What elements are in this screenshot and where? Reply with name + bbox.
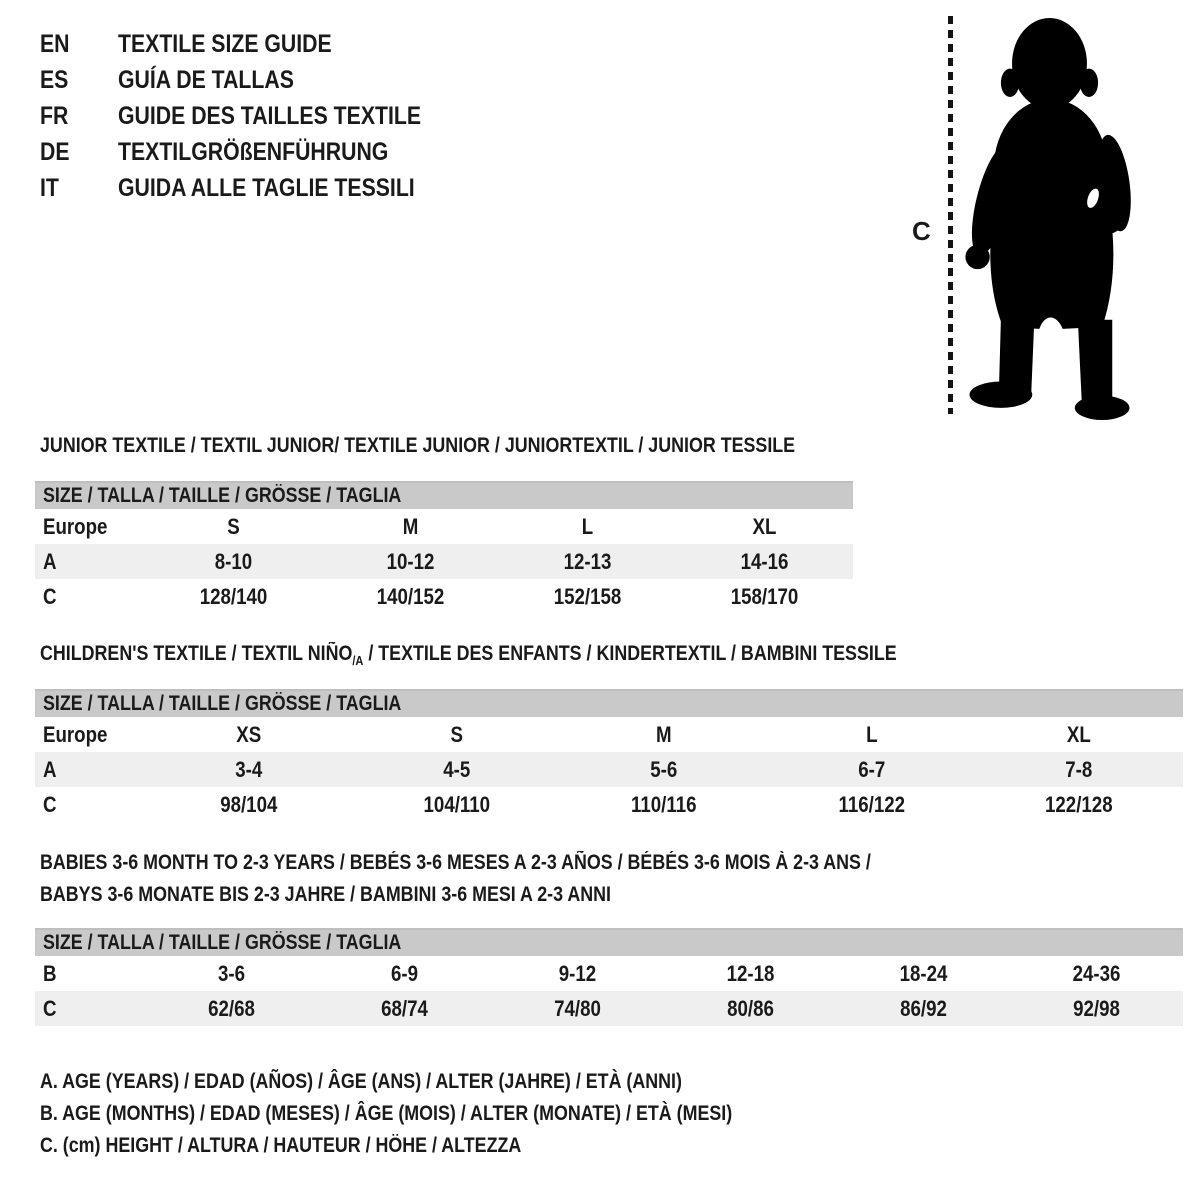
height-cell: 98/104	[220, 791, 278, 817]
size-cell: XL	[752, 513, 777, 539]
legend-text: C. (cm) HEIGHT / ALTURA / HAUTEUR / HÖHE / ALTEZZA	[40, 1134, 522, 1157]
height-cell: 74/80	[554, 995, 601, 1021]
language-title-list	[40, 26, 475, 206]
language-code: EN	[40, 29, 70, 58]
babies-section-heading-line1	[40, 851, 1018, 875]
babies-section-heading-line2	[40, 883, 712, 907]
toddler-silhouette-icon	[963, 16, 1138, 421]
heading-part: / TEXTILE DES ENFANTS / KINDERTEXTIL / BAMBINI TESSILE	[363, 642, 897, 665]
row-label: Europe	[43, 513, 108, 539]
guide-title-es: GUÍA DE TALLAS	[118, 65, 294, 94]
size-cell: S	[450, 721, 463, 747]
table-row-age	[35, 544, 853, 579]
age-cell: 8-10	[214, 548, 253, 574]
table-row-europe	[35, 717, 1183, 752]
legend-age-years	[40, 1066, 854, 1098]
children-section-heading-text	[40, 642, 897, 668]
age-cell: 3-4	[235, 756, 263, 782]
row-label: A	[43, 548, 57, 574]
children-section-heading	[40, 642, 1048, 668]
table-row-age	[35, 752, 1183, 787]
size-cell: XS	[236, 721, 262, 747]
legend-text: B. AGE (MONTHS) / EDAD (MESES) / ÂGE (MOIS) / ALTER (MONATE) / ETÀ (MESI)	[40, 1102, 733, 1125]
size-header-bar	[35, 689, 1183, 717]
language-row-it	[40, 170, 475, 206]
row-label: A	[43, 756, 57, 782]
babies-heading-text-line1: BABIES 3-6 MONTH TO 2-3 YEARS / BEBÉS 3-6 MESES A 2-3 AÑOS / BÉBÉS 3-6 MOIS À 2-3 ANS /	[40, 851, 871, 874]
size-cell: L	[865, 721, 878, 747]
months-cell: 24-36	[1072, 960, 1121, 986]
table-row-height	[35, 579, 853, 614]
children-size-table	[35, 689, 1183, 822]
language-code: ES	[40, 65, 69, 94]
language-code: IT	[40, 173, 59, 202]
size-header-text: SIZE / TALLA / TAILLE / GRÖSSE / TAGLIA	[43, 484, 402, 507]
age-cell: 4-5	[442, 756, 470, 782]
measure-legend	[40, 1066, 854, 1162]
size-header-bar	[35, 481, 853, 509]
guide-title-en: TEXTILE SIZE GUIDE	[118, 29, 332, 58]
height-cell: 110/116	[631, 791, 697, 817]
language-row-fr	[40, 98, 475, 134]
language-row-es	[40, 62, 475, 98]
row-label: B	[43, 960, 57, 986]
size-cell: M	[402, 513, 419, 539]
months-cell: 6-9	[390, 960, 419, 986]
height-cell: 92/98	[1073, 995, 1120, 1021]
size-cell: S	[227, 513, 240, 539]
age-cell: 10-12	[386, 548, 435, 574]
height-cell: 86/92	[900, 995, 947, 1021]
row-label: C	[43, 791, 57, 817]
junior-section-heading-text: JUNIOR TEXTILE / TEXTIL JUNIOR/ TEXTILE JUNIOR / JUNIORTEXTIL / JUNIOR TESSILE	[40, 434, 796, 457]
height-cell: 140/152	[376, 583, 445, 609]
size-cell: M	[656, 721, 672, 747]
height-cell: 122/128	[1045, 791, 1113, 817]
guide-title-fr: GUIDE DES TAILLES TEXTILE	[118, 101, 422, 130]
language-row-en	[40, 26, 475, 62]
height-cell: 152/158	[553, 583, 622, 609]
row-label: C	[43, 995, 57, 1021]
guide-title-de: TEXTILGRÖßENFÜHRUNG	[118, 137, 389, 166]
language-code: DE	[40, 137, 70, 166]
size-header-bar	[35, 928, 1183, 956]
size-cell: XL	[1067, 721, 1092, 747]
heading-part: CHILDREN'S TEXTILE / TEXTIL NIÑO	[40, 642, 353, 665]
row-label: Europe	[43, 721, 108, 747]
months-cell: 12-18	[726, 960, 775, 986]
table-row-height	[35, 991, 1183, 1026]
months-cell: 9-12	[558, 960, 597, 986]
row-label: C	[43, 583, 57, 609]
junior-section-heading	[40, 434, 928, 458]
age-cell: 5-6	[650, 756, 678, 782]
months-cell: 18-24	[899, 960, 948, 986]
size-cell: L	[581, 513, 594, 539]
table-row-height	[35, 787, 1183, 822]
legend-age-months	[40, 1098, 854, 1130]
age-cell: 6-7	[858, 756, 886, 782]
table-row-months	[35, 956, 1183, 991]
babies-heading-text-line2: BABYS 3-6 MONATE BIS 2-3 JAHRE / BAMBINI 3-6 MESI A 2-3 ANNI	[40, 883, 611, 906]
height-cell: 80/86	[727, 995, 774, 1021]
height-cell: 104/110	[423, 791, 490, 817]
height-cell: 158/170	[730, 583, 799, 609]
legend-height-cm	[40, 1130, 854, 1162]
legend-text: A. AGE (YEARS) / EDAD (AÑOS) / ÂGE (ANS) / ALTER (JAHRE) / ETÀ (ANNI)	[40, 1070, 682, 1093]
table-row-europe	[35, 509, 853, 544]
age-cell: 14-16	[740, 548, 789, 574]
height-measure-label: C	[912, 216, 931, 246]
language-row-de	[40, 134, 475, 170]
height-cell: 128/140	[199, 583, 268, 609]
age-cell: 7-8	[1065, 756, 1093, 782]
height-measure-dashed-line	[948, 16, 953, 414]
size-header-text: SIZE / TALLA / TAILLE / GRÖSSE / TAGLIA	[43, 692, 402, 715]
language-code: FR	[40, 101, 69, 130]
size-header-text: SIZE / TALLA / TAILLE / GRÖSSE / TAGLIA	[43, 931, 402, 954]
heading-subscript: /A	[352, 653, 364, 668]
height-cell: 62/68	[208, 995, 255, 1021]
babies-size-table	[35, 928, 1183, 1026]
height-cell: 68/74	[381, 995, 428, 1021]
height-cell: 116/122	[838, 791, 905, 817]
months-cell: 3-6	[217, 960, 246, 986]
junior-size-table	[35, 481, 853, 614]
guide-title-it: GUIDA ALLE TAGLIE TESSILI	[118, 173, 415, 202]
age-cell: 12-13	[563, 548, 612, 574]
